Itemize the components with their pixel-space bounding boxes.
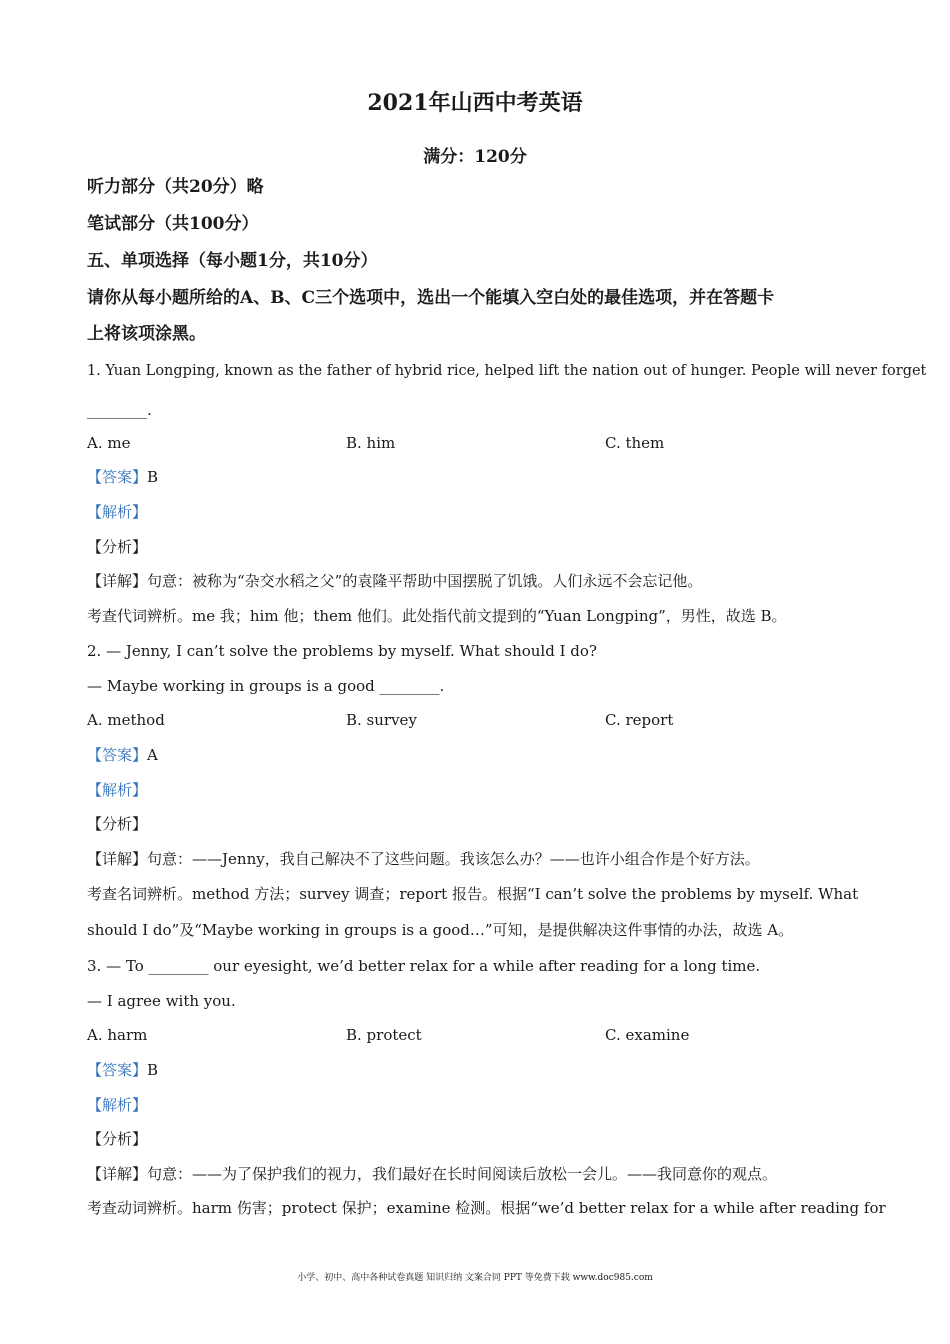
question-2-detail <box>87 849 760 869</box>
detail-text: 句意：被称为“杂交水稻之父”的袁隆平帮助中国摆脱了饥饿。人们永远不会忘记他。 <box>147 572 703 590</box>
question-2-option-c: C. report <box>605 711 674 729</box>
written-section: 笔试部分（共100分） <box>87 214 259 234</box>
question-3-option-a: A. harm <box>87 1026 148 1044</box>
question-1-option-b: B. him <box>346 434 396 452</box>
question-2-answer <box>87 745 158 765</box>
question-3-stem: 3. — To ________ our eyesight, we’d better relax for a while after reading for a long time. <box>87 957 761 975</box>
question-1-stem: 1. Yuan Longping, known as the father of hybrid rice, helped lift the nation out of hunger. People will never forget <box>87 363 927 379</box>
question-3-stem-line-2: — I agree with you. <box>87 992 236 1010</box>
question-2-detail-line-3: should I do”及“Maybe working in groups is a good…”可知，是提供解决这件事情的办法，故选 A。 <box>87 921 794 939</box>
question-1-option-a: A. me <box>87 434 131 452</box>
answer-label: 【答案】 <box>87 746 148 764</box>
question-1-answer <box>87 467 158 487</box>
detail-label: 【详解】 <box>87 850 148 868</box>
instruction-line-1: 请你从每小题所给的A、B、C三个选项中，选出一个能填入空白处的最佳选项，并在答题卡 <box>87 288 775 308</box>
answer-value: B <box>147 1061 159 1079</box>
question-3-parse-label: 【解析】 <box>87 1096 148 1114</box>
detail-text: 句意：——为了保护我们的视力，我们最好在长时间阅读后放松一会儿。——我同意你的观点。 <box>147 1165 778 1183</box>
page-title: 2021年山西中考英语 <box>367 90 583 116</box>
section-heading: 五、单项选择（每小题1分，共10分） <box>87 251 378 271</box>
full-score: 满分：120分 <box>423 147 527 167</box>
question-3-option-c: C. examine <box>605 1026 690 1044</box>
detail-label: 【详解】 <box>87 1165 148 1183</box>
question-2-stem: 2. — Jenny, I can’t solve the problems by myself. What should I do? <box>87 642 597 660</box>
question-2-analysis-label: 【分析】 <box>87 815 148 833</box>
question-1-stem-blank: ________. <box>87 401 152 419</box>
answer-label: 【答案】 <box>87 468 148 486</box>
question-2-option-a: A. method <box>87 711 165 729</box>
question-2-parse-label: 【解析】 <box>87 781 148 799</box>
question-3-detail-line-2: 考查动词辨析。harm 伤害；protect 保护；examine 检测。根据“we’d better relax for a while after reading for <box>87 1199 886 1217</box>
answer-value: A <box>147 746 158 764</box>
question-3-analysis-label: 【分析】 <box>87 1130 148 1148</box>
question-2-stem-line-2: — Maybe working in groups is a good ________. <box>87 677 445 695</box>
question-1-parse-label: 【解析】 <box>87 503 148 521</box>
question-3-detail <box>87 1164 777 1184</box>
listening-section: 听力部分（共20分）略 <box>87 177 264 197</box>
instruction-line-2: 上将该项涂黑。 <box>87 324 206 344</box>
question-1-option-c: C. them <box>605 434 665 452</box>
answer-label: 【答案】 <box>87 1061 148 1079</box>
question-1-analysis-label: 【分析】 <box>87 538 148 556</box>
question-3-answer <box>87 1060 158 1080</box>
question-1-detail <box>87 571 702 591</box>
detail-label: 【详解】 <box>87 572 148 590</box>
question-3-option-b: B. protect <box>346 1026 422 1044</box>
question-2-option-b: B. survey <box>346 711 417 729</box>
detail-text: 句意：——Jenny，我自己解决不了这些问题。我该怎么办？——也许小组合作是个好方法。 <box>147 850 760 868</box>
page-footer: 小学、初中、高中各种试卷真题 知识归纳 文案合同 PPT 等免费下载 www.doc985.com <box>297 1273 653 1283</box>
answer-value: B <box>147 468 159 486</box>
question-2-detail-line-2: 考查名词辨析。method 方法；survey 调查；report 报告。根据“I can’t solve the problems by myself. What <box>87 885 859 903</box>
question-1-detail-line-2: 考查代词辨析。me 我；him 他；them 他们。此处指代前文提到的“Yuan Longping”，男性，故选 B。 <box>87 607 787 625</box>
